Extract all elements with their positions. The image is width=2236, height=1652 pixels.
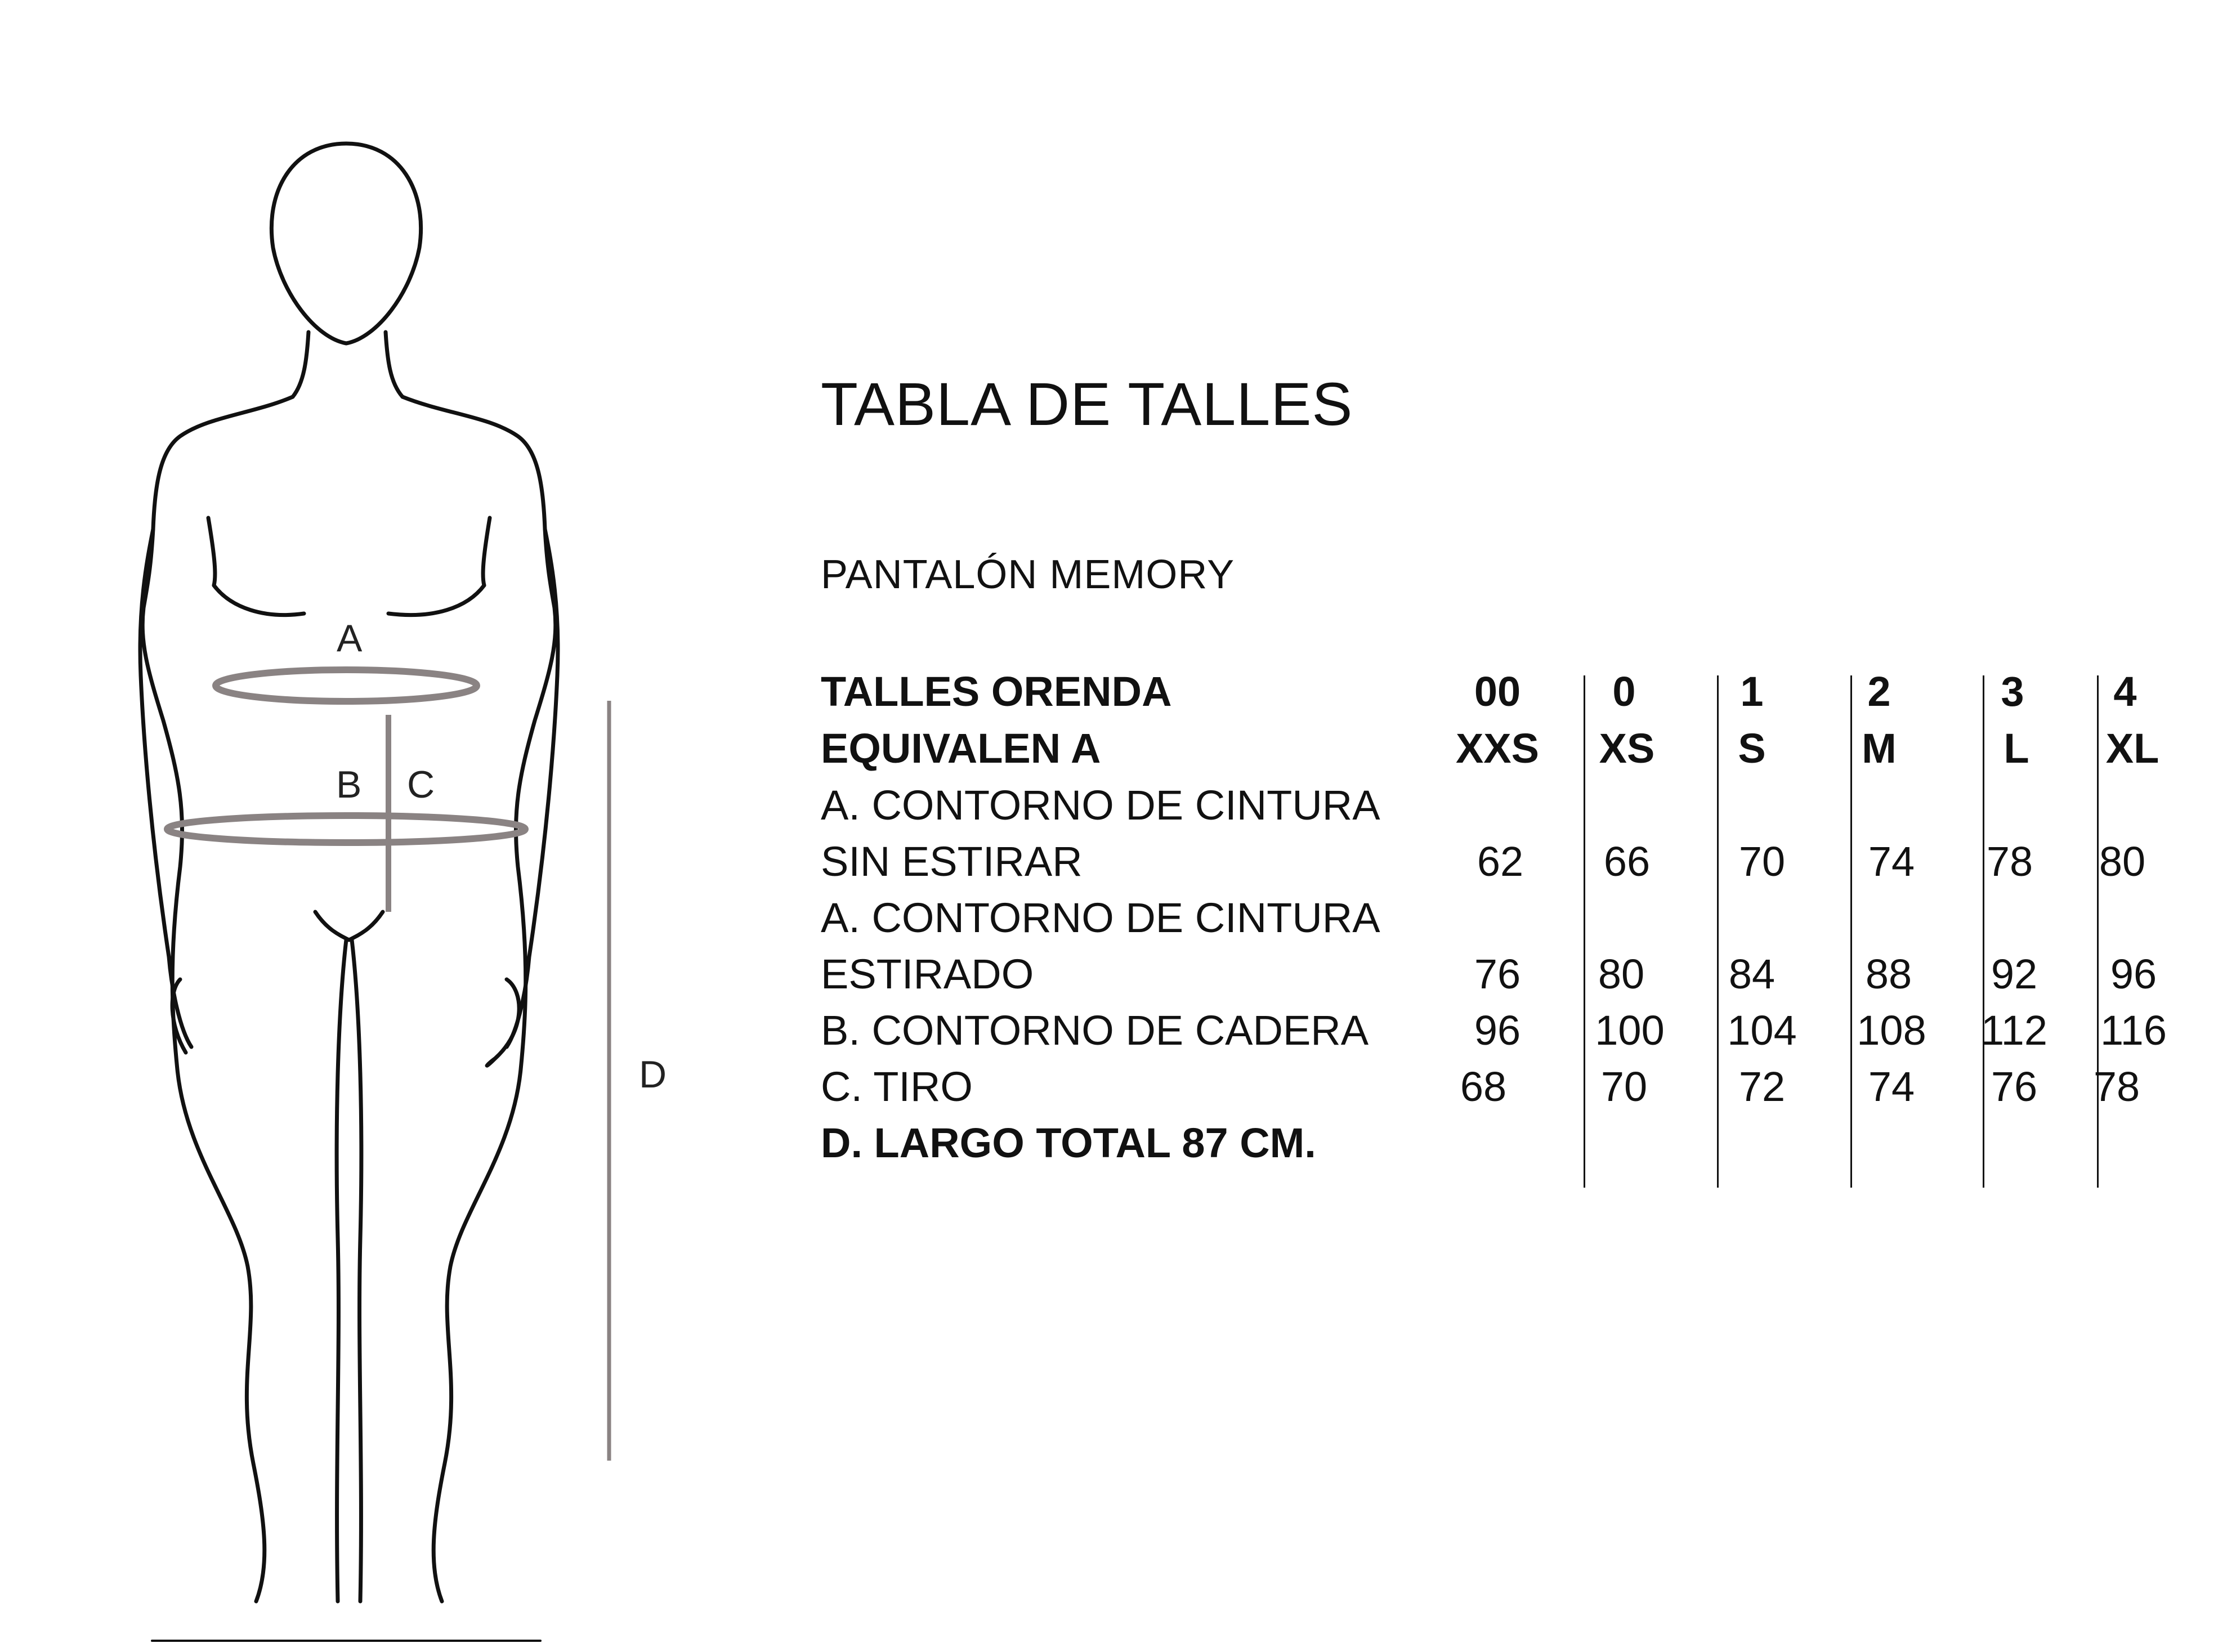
table-cell: 96: [2110, 951, 2157, 997]
table-cell: 66: [1603, 838, 1651, 885]
neck-right: [386, 332, 403, 397]
table-cell: M: [1862, 725, 1897, 772]
table-cell: 0: [1612, 668, 1636, 715]
table-cell: XXS: [1455, 725, 1540, 772]
table-cell: XS: [1599, 725, 1655, 772]
table-cell: 112: [1981, 1007, 2047, 1054]
table-cell: 2: [1867, 668, 1891, 715]
chest-right: [388, 585, 484, 615]
torso-side-right: [483, 518, 490, 585]
table-cell: 74: [1868, 1063, 1915, 1110]
table-cell: L: [2004, 725, 2029, 772]
table-cell: 96: [1474, 1007, 1521, 1054]
table-cell: 70: [1600, 1063, 1648, 1110]
table-cell: 00: [1474, 668, 1521, 715]
table-cell: 74: [1868, 838, 1915, 885]
table-cell: 92: [1991, 951, 2038, 997]
table-cell: S: [1738, 725, 1766, 772]
chest-left: [214, 585, 304, 615]
table-header-row: [0, 724, 2236, 781]
table-cell: 76: [1474, 951, 1521, 997]
table-cell: 108: [1857, 1007, 1926, 1054]
label-c: C: [407, 763, 435, 806]
head-outline: [271, 144, 421, 343]
torso-side-left: [208, 518, 215, 585]
table-cell: 76: [1991, 1063, 2038, 1110]
row-label: EQUIVALEN A: [821, 725, 1101, 772]
table-cell: 62: [1477, 838, 1524, 885]
row-label: C. TIRO: [821, 1063, 973, 1110]
row-label: TALLES ORENDA: [821, 668, 1172, 715]
table-cell: 80: [2099, 838, 2146, 885]
table-cell: 72: [1738, 1063, 1786, 1110]
table-cell: 80: [1598, 951, 1645, 997]
table-cell: 70: [1738, 838, 1786, 885]
table-cell: 3: [2001, 668, 2024, 715]
row-label: A. CONTORNO DE CINTURA: [821, 894, 1380, 941]
neck-left: [293, 332, 308, 397]
table-row: [0, 1006, 2236, 1063]
table-row: [0, 781, 2236, 838]
total-length-note: D. LARGO TOTAL 87 CM.: [821, 1120, 1316, 1166]
table-row: [0, 1063, 2236, 1119]
row-label: SIN ESTIRAR: [821, 838, 1083, 885]
page-title: TABLA DE TALLES: [821, 370, 1353, 438]
table-cell: XL: [2105, 725, 2159, 772]
table-row: [0, 950, 2236, 1006]
table-cell: 78: [2093, 1063, 2140, 1110]
table-cell: 4: [2113, 668, 2137, 715]
table-cell: 84: [1728, 951, 1776, 997]
table-cell: 78: [1986, 838, 2033, 885]
label-a: A: [337, 617, 363, 660]
table-header-row: [0, 668, 2236, 724]
label-b: B: [336, 763, 362, 806]
table-cell: 116: [2100, 1007, 2167, 1054]
table-row: [0, 894, 2236, 950]
table-cell: 104: [1727, 1007, 1797, 1054]
table-footer-row: [0, 1119, 2236, 1175]
label-d: D: [639, 1053, 667, 1096]
row-label: B. CONTORNO DE CADERA: [821, 1007, 1369, 1054]
product-name: PANTALÓN MEMORY: [821, 552, 1235, 597]
table-cell: 100: [1595, 1007, 1665, 1054]
row-label: ESTIRADO: [821, 951, 1034, 997]
table-cell: 1: [1740, 668, 1764, 715]
row-label: A. CONTORNO DE CINTURA: [821, 782, 1380, 829]
table-row: [0, 838, 2236, 894]
table-cell: 68: [1460, 1063, 1507, 1110]
table-cell: 88: [1865, 951, 1912, 997]
